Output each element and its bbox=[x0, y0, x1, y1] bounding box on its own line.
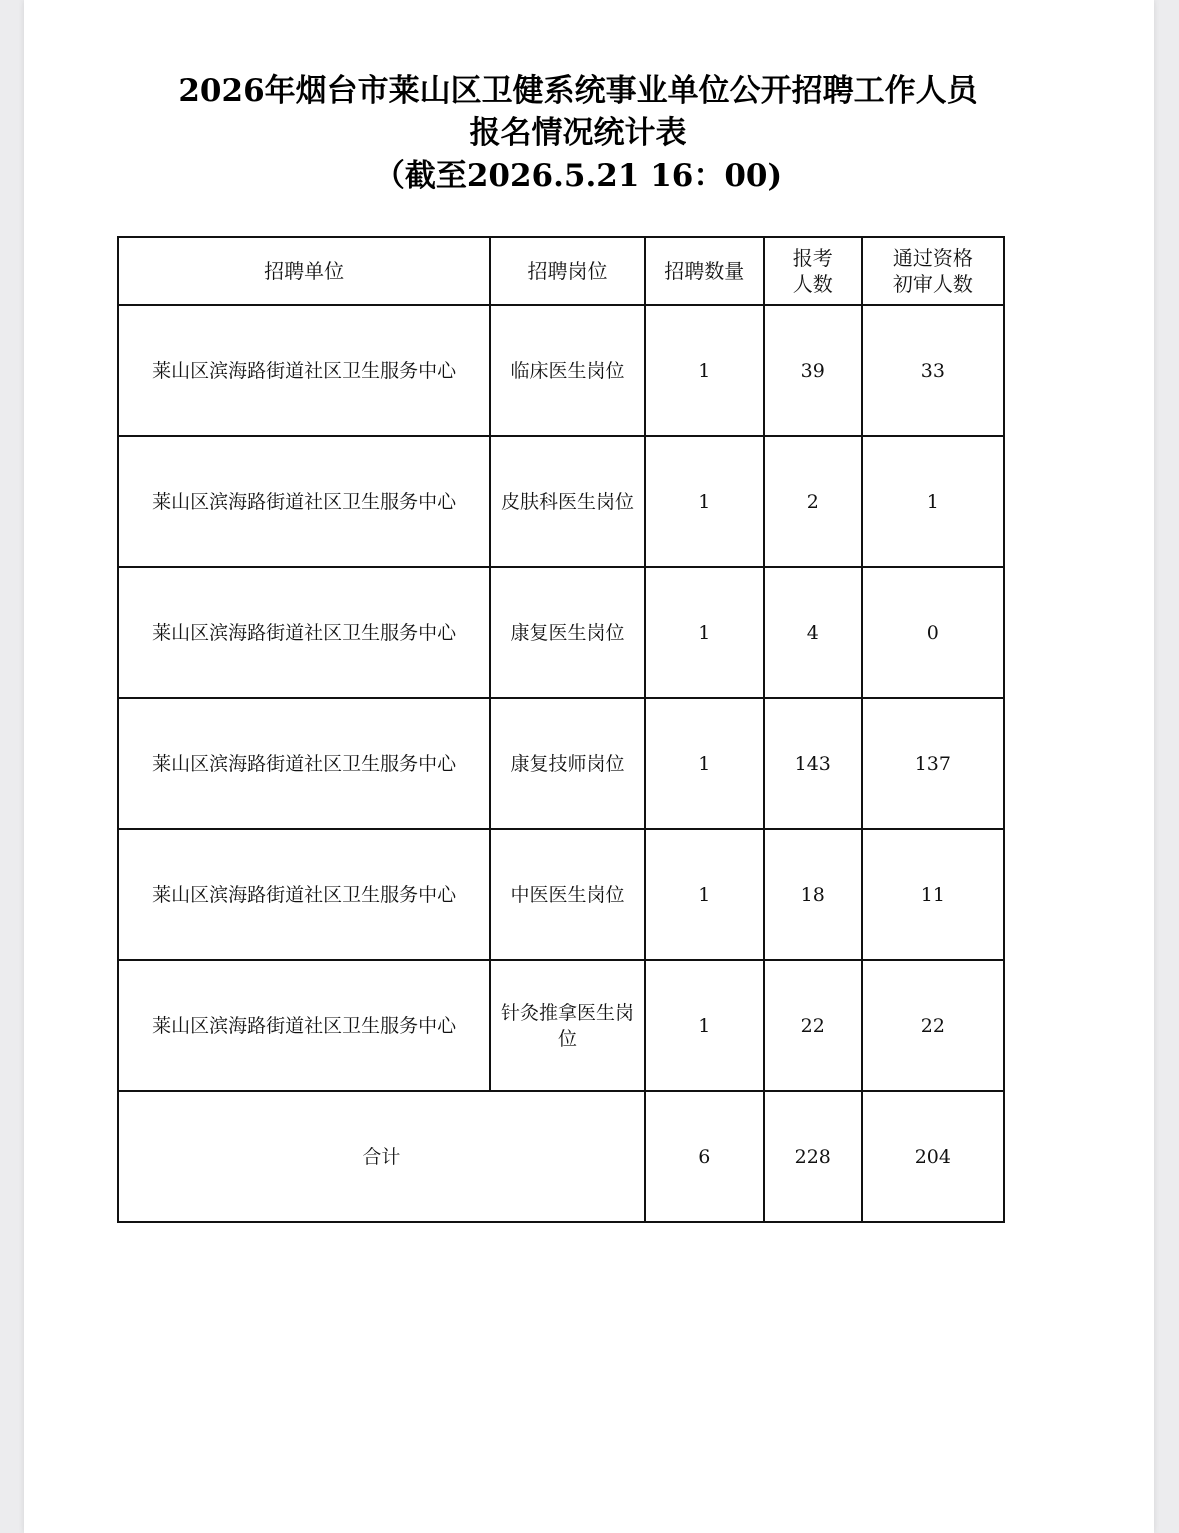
total-quota: 6 bbox=[645, 1091, 764, 1222]
cell-quota: 1 bbox=[645, 960, 764, 1091]
cell-passed: 1 bbox=[862, 436, 1004, 567]
cell-passed: 11 bbox=[862, 829, 1004, 960]
registration-stats-table bbox=[117, 236, 1005, 1223]
header-post: 招聘岗位 bbox=[490, 237, 644, 305]
cell-post-text: 针灸推拿医生岗位 bbox=[501, 1001, 635, 1050]
cell-post: 康复技师岗位 bbox=[490, 698, 644, 829]
total-applied: 228 bbox=[764, 1091, 862, 1222]
cell-unit: 莱山区滨海路街道社区卫生服务中心 bbox=[118, 960, 490, 1091]
table-header-row bbox=[118, 237, 1004, 305]
cell-post: 中医医生岗位 bbox=[490, 829, 644, 960]
cell-unit: 莱山区滨海路街道社区卫生服务中心 bbox=[118, 829, 490, 960]
table-total-row bbox=[118, 1091, 1004, 1222]
cell-passed: 33 bbox=[862, 305, 1004, 436]
total-passed: 204 bbox=[862, 1091, 1004, 1222]
header-applied-text: 报考人数 bbox=[792, 246, 833, 296]
cell-quota: 1 bbox=[645, 698, 764, 829]
cell-post: 皮肤科医生岗位 bbox=[490, 436, 644, 567]
cell-quota: 1 bbox=[645, 436, 764, 567]
cell-unit: 莱山区滨海路街道社区卫生服务中心 bbox=[118, 567, 490, 698]
cell-applied: 39 bbox=[764, 305, 862, 436]
header-applied bbox=[764, 237, 862, 305]
document-title-line3: （截至2026.5.21 16：00) bbox=[373, 158, 783, 194]
cell-passed: 137 bbox=[862, 698, 1004, 829]
document-page bbox=[24, 0, 1154, 1533]
cell-passed: 22 bbox=[862, 960, 1004, 1091]
table-row bbox=[118, 829, 1004, 960]
cell-applied: 18 bbox=[764, 829, 862, 960]
cell-unit: 莱山区滨海路街道社区卫生服务中心 bbox=[118, 305, 490, 436]
cell-passed: 0 bbox=[862, 567, 1004, 698]
document-title-line2: 报名情况统计表 bbox=[469, 115, 687, 151]
cell-applied: 2 bbox=[764, 436, 862, 567]
cell-quota: 1 bbox=[645, 567, 764, 698]
cell-applied: 22 bbox=[764, 960, 862, 1091]
header-quota: 招聘数量 bbox=[645, 237, 764, 305]
cell-post bbox=[490, 960, 644, 1091]
cell-post: 临床医生岗位 bbox=[490, 305, 644, 436]
total-label: 合计 bbox=[118, 1091, 645, 1222]
table-row bbox=[118, 567, 1004, 698]
cell-applied: 143 bbox=[764, 698, 862, 829]
table-row bbox=[118, 305, 1004, 436]
cell-quota: 1 bbox=[645, 305, 764, 436]
header-passed-text: 通过资格初审人数 bbox=[892, 246, 973, 296]
header-unit: 招聘单位 bbox=[118, 237, 490, 305]
cell-unit: 莱山区滨海路街道社区卫生服务中心 bbox=[118, 698, 490, 829]
cell-post: 康复医生岗位 bbox=[490, 567, 644, 698]
document-title-line1: 2026年烟台市莱山区卫健系统事业单位公开招聘工作人员 bbox=[178, 73, 978, 109]
cell-quota: 1 bbox=[645, 829, 764, 960]
cell-applied: 4 bbox=[764, 567, 862, 698]
table-row bbox=[118, 698, 1004, 829]
cell-unit: 莱山区滨海路街道社区卫生服务中心 bbox=[118, 436, 490, 567]
table-row bbox=[118, 960, 1004, 1091]
table-row bbox=[118, 436, 1004, 567]
header-passed bbox=[862, 237, 1004, 305]
